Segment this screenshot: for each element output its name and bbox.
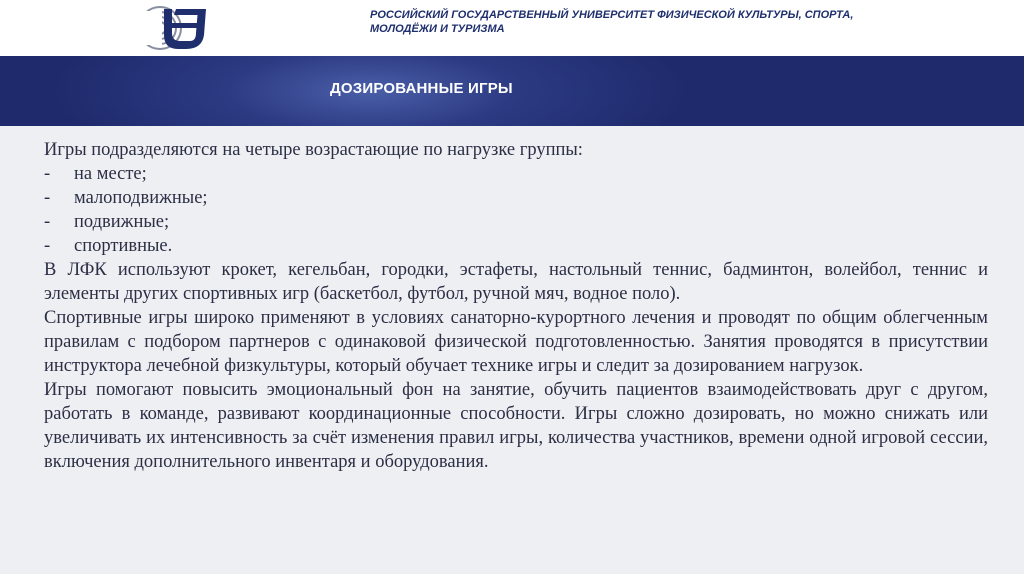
list-dash: - xyxy=(44,164,51,184)
header xyxy=(0,0,1024,56)
list-dash: - xyxy=(44,188,51,208)
slide-title: ДОЗИРОВАННЫЕ ИГРЫ xyxy=(330,80,513,97)
list-item-text: спортивные. xyxy=(74,236,173,256)
university-name-line1: РОССИЙСКИЙ ГОСУДАРСТВЕННЫЙ УНИВЕРСИТЕТ ФИЗИЧЕСКОЙ КУЛЬТУРЫ, СПОРТА, xyxy=(370,9,854,21)
list-item xyxy=(44,186,988,210)
game-groups-list xyxy=(44,162,988,258)
slide-content xyxy=(44,138,988,474)
intro-text: Игры подразделяются на четыре возрастающие по нагрузке группы: xyxy=(44,140,583,160)
paragraph-games-benefits: Игры помогают повысить эмоциональный фон на занятие, обучить пациентов взаимодействовать друг с другом, работать в команде, развивают координационные способности. Игры сложно дозировать, но можно снижать или увеличивать их интенсивность за счёт изменения правил игры, количества участников, времени одной игровой сессии, включения дополнительного инвентаря и оборудования. xyxy=(44,380,988,472)
university-name xyxy=(370,8,930,36)
list-item xyxy=(44,162,988,186)
university-emblem-icon xyxy=(136,3,214,53)
title-banner xyxy=(0,56,1024,126)
list-item-text: на месте; xyxy=(74,164,147,184)
list-dash: - xyxy=(44,212,51,232)
university-name-line2: МОЛОДЁЖИ И ТУРИЗМА xyxy=(370,23,505,35)
paragraph-lfk-games: В ЛФК используют крокет, кегельбан, городки, эстафеты, настольный теннис, бадминтон, волейбол, теннис и элементы других спортивных игр (баскетбол, футбол, ручной мяч, водное поло). xyxy=(44,260,988,304)
list-item-text: малоподвижные; xyxy=(74,188,208,208)
list-item xyxy=(44,234,988,258)
list-item xyxy=(44,210,988,234)
list-dash: - xyxy=(44,236,51,256)
list-item-text: подвижные; xyxy=(74,212,170,232)
paragraph-sport-games: Спортивные игры широко применяют в условиях санаторно-курортного лечения и проводят по общим облегченным правилам с подбором партнеров с одинаковой физической подготовленностью. Занятия проводятся в присутствии инструктора лечебной физкультуры, который обучает технике игры и следит за дозированием нагрузок. xyxy=(44,308,988,376)
